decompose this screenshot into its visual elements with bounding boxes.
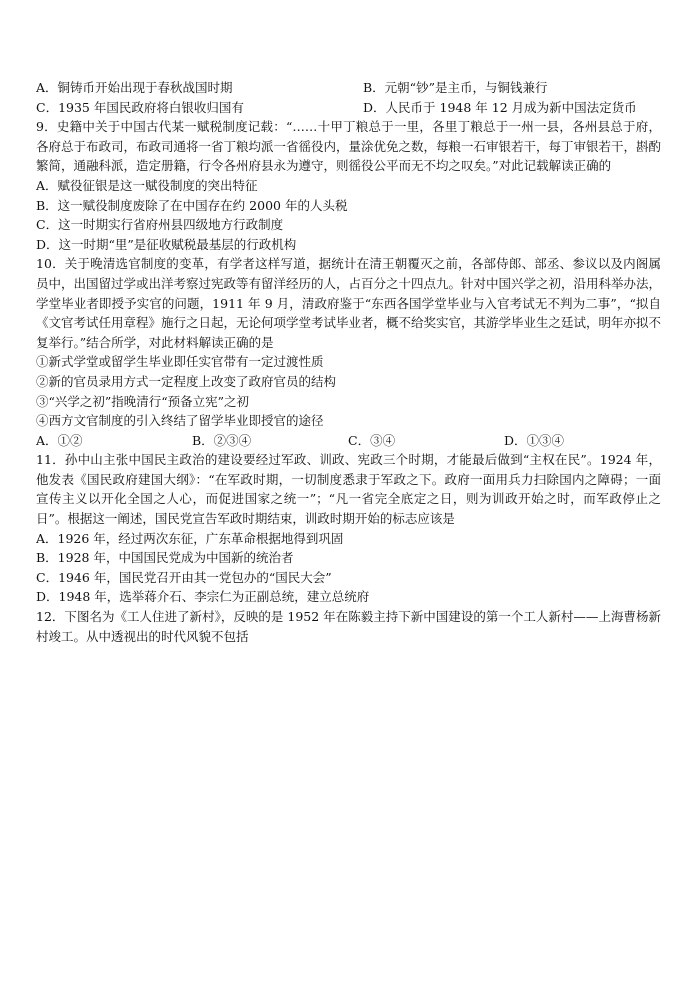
q10-option-c: C．③④: [348, 432, 396, 448]
q11-option-a: A．1926 年，经过两次东征，广东革命根据地得到巩固: [36, 530, 344, 546]
q10-stem: 10．关于晚清选官制度的变革，有学者这样写道，据统计在清王朝覆灭之前，各部侍郎、部丞、参议以及内阁属员中，出国留过学或出洋考察过宪政等有留洋经历的人，占百分之十四点九。针对中国兴学之初，沿用科举办法，学堂毕业者即授予实官的问题，1911 年 9 月，清政府鉴于“东西各国学堂毕业与入官考试无不判为二事”，“拟自《文官考试任用章程》施行之日起，无论何项学堂考试毕业者，概不给奖实官，其游学毕业生之廷试，明年亦拟不复举行。”结合所学，对此材料解读正确的是: [36, 256, 662, 350]
q9-option-b: B．这一赋役制度废除了在中国存在约 2000 年的人头税: [36, 197, 348, 213]
q10-statement-1: ①新式学堂或留学生毕业即任实官带有一定过渡性质: [36, 354, 324, 370]
q8-options-row-1: [36, 78, 661, 98]
q10-statement-2: ②新的官员录用方式一定程度上改变了政府官员的结构: [36, 373, 337, 389]
q11-option-b: B．1928 年，中国国民党成为中国新的统治者: [36, 550, 294, 566]
q8-option-d: D．人民币于 1948 年 12 月成为新中国法定货币: [363, 99, 637, 115]
q10-options-row: [36, 431, 661, 451]
q10-option-d: D．①③④: [504, 432, 565, 448]
q8-option-c: C．1935 年国民政府将白银收归国有: [36, 99, 244, 115]
q9-option-c: C．这一时期实行省府州县四级地方行政制度: [36, 217, 284, 233]
q10-statement-4: ④西方文官制度的引入终结了留学毕业即授官的途径: [36, 413, 324, 429]
q11-option-d: D．1948 年，选举蒋介石、李宗仁为正副总统，建立总统府: [36, 589, 370, 605]
q8-option-a: A．铜铸币开始出现于春秋战国时期: [36, 80, 233, 95]
q8-options-row-2: [36, 98, 661, 118]
q10-option-b: B．②③④: [192, 432, 252, 448]
q9-option-a: A．赋役征银是这一赋役制度的突出特征: [36, 177, 258, 193]
q10-statement-3: ③“兴学之初”指晚清行“预备立宪”之初: [36, 393, 250, 409]
q9-option-d: D．这一时期“里”是征收赋税最基层的行政机构: [36, 236, 297, 252]
q9-stem: 9．史籍中关于中国古代某一赋税制度记载：“……十甲丁粮总于一里，各里丁粮总于一州一县，各州县总于府，各府总于布政司，布政司通将一省丁粮均派一省徭役内，量涂优免之数，每粮一石审银若干，每丁审银若干，斟酌繁简，通融科派，造定册籍，行令各州府县永为遵守，则徭役公平而无不均之叹矣。”对此记载解读正确的: [36, 119, 662, 174]
q10-option-a: A．①②: [36, 432, 83, 448]
q12-stem: 12．下图名为《工人住进了新村》，反映的是 1952 年在陈毅主持下新中国建设的第一个工人新村——上海曹杨新村竣工。从中透视出的时代风貌不包括: [36, 609, 661, 644]
q11-stem: 11．孙中山主张中国民主政治的建设要经过军政、训政、宪政三个时期，才能最后做到“主权在民”。1924 年，他发表《国民政府建国大纲》：“在军政时期，一切制度悉隶于军政之下。政府一面用兵力扫除国内之障碍；一面宣传主义以开化全国之人心，而促进国家之统一”；“凡一省完全底定之日，则为训政开始之时，而军政停止之日”。根据这一阐述，国民党宣告军政时期结束，训政时期开始的标志应该是: [36, 452, 661, 527]
document-page: [36, 78, 661, 646]
q8-option-b: B．元朝“钞”是主币，与铜钱兼行: [363, 80, 548, 95]
q11-option-c: C．1946 年，国民党召开由其一党包办的“国民大会”: [36, 569, 332, 585]
